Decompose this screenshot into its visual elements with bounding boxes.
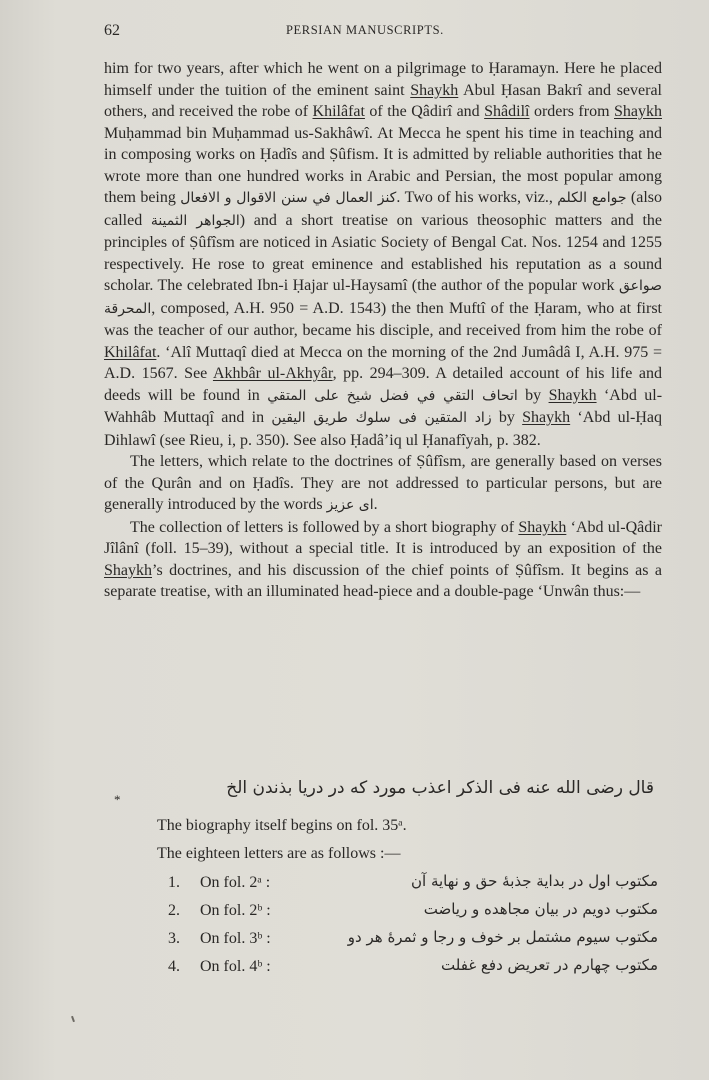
paragraph-collection bbox=[104, 517, 662, 603]
text-run: , composed, A.H. 950 = A.D. 1543) the then Muftî of the Ḥaram, who at first was the teacher of our author, became his disciple, and received from him the robe of bbox=[104, 299, 662, 339]
letter-folio: On fol. 2ᵇ : bbox=[200, 902, 271, 919]
list-item bbox=[168, 872, 658, 900]
arabic-phrase: اى عزيز bbox=[326, 497, 374, 513]
text-run: Shaykh bbox=[614, 103, 662, 120]
text-run: by bbox=[517, 386, 549, 404]
text-run: of the Qâdirî and bbox=[364, 103, 485, 120]
text-run: Shaykh bbox=[522, 409, 571, 426]
letter-folio: On fol. 3ᵇ : bbox=[200, 930, 271, 947]
arabic-title: اتحاف التقي في فضل شيخ على المتقي bbox=[267, 387, 518, 404]
text-run: . bbox=[373, 496, 378, 513]
text-run: Khilâfat bbox=[104, 343, 157, 361]
text-run: ‘Abd ul-Wahhâb Muttaqî and in bbox=[104, 386, 663, 426]
text-run: him for two years, after which he went on a pilgrimage to Ḥaramayn. Here he placed himself under the tuition of the eminent saint bbox=[104, 60, 662, 99]
persian-incipit: قال رضى الله عنه فى الذكر اعذب مورد كه در دريا بذندن الخ bbox=[226, 778, 654, 798]
letter-title: مكتوب سيوم مشتمل بر خوف و رجا و ثمرهٔ هر دو bbox=[347, 928, 658, 946]
paragraph-letters bbox=[104, 451, 662, 517]
arabic-title: الجواهر الثمينة bbox=[150, 212, 240, 229]
running-head: PERSIAN MANUSCRIPTS. bbox=[286, 23, 444, 37]
letter-title: مكتوب اول در بداية جذبهٔ حق و نهاية آن bbox=[411, 872, 658, 890]
text-run: . Two of his works, viz., bbox=[396, 189, 558, 206]
text-run: Akhbâr ul-Akhyâr bbox=[212, 365, 333, 382]
list-item bbox=[168, 900, 658, 928]
text-run: Shâdilî bbox=[484, 103, 530, 120]
list-item bbox=[168, 928, 658, 956]
body-text bbox=[104, 58, 662, 603]
letter-folio: On fol. 2ᵃ : bbox=[200, 874, 271, 891]
page-header bbox=[104, 22, 664, 42]
letter-number: 1. bbox=[168, 874, 180, 891]
list-item bbox=[168, 956, 658, 984]
letters-intro: The eighteen letters are as follows :— bbox=[157, 845, 401, 862]
arabic-title: جوامع الكلم bbox=[557, 190, 627, 206]
text-run: Abul Ḥasan Bakrî and several others, and received the robe of bbox=[104, 81, 662, 120]
text-run: Shaykh bbox=[548, 386, 597, 404]
paper-speck bbox=[71, 1016, 75, 1022]
arabic-title: صواعق المحرقة bbox=[104, 278, 662, 317]
text-run: Muḥammad bin Muḥammad us-Sakhâwî. At Mecca he spent his time in teaching and in composing works on Ḥadîs and Ṣûfism. It is admitted by reliable authorities that he wrote more than one hundred works in Arabic and Persian, the most popular among them being bbox=[104, 124, 662, 206]
text-run: Khilâfat bbox=[312, 103, 365, 120]
text-run: ‘Abd ul-Qâdir Jîlânî (foll. 15–39), without a special title. It is introduced by an exposition of the bbox=[104, 518, 662, 557]
text-run: The collection of letters is followed by a short biography of bbox=[130, 518, 519, 536]
text-run: orders from bbox=[529, 103, 614, 120]
asterisk-mark: * bbox=[114, 792, 121, 807]
letter-number: 4. bbox=[168, 958, 180, 975]
letter-folio: On fol. 4ᵇ : bbox=[200, 958, 271, 975]
text-run: by bbox=[491, 409, 523, 426]
letter-title: مكتوب دويم در بيان مجاهده و رياضت bbox=[423, 900, 658, 918]
arabic-title: كنز العمال في سنن الاقوال و الافعال bbox=[180, 190, 397, 206]
paragraph-biography bbox=[104, 58, 662, 451]
letters-list bbox=[168, 872, 658, 984]
text-run: Shaykh bbox=[518, 518, 567, 536]
text-run: Shaykh bbox=[104, 561, 152, 579]
text-run: ‘Abd ul-Ḥaq Dihlawî (see Rieu, i, p. 350). See also Ḥadâ’iq ul Ḥanafîyah, p. 382. bbox=[104, 409, 663, 449]
text-run: ) and a short treatise on various theosophic matters and the principles of Ṣûfîsm are noticed in Asiatic Society of Bengal Cat. Nos. 1254 and 1255 respectively. He rose to great eminence and established his reputation as a sound scholar. The celebrated Ibn-i Ḥajar ul-Haysamî (the author of the popular work bbox=[104, 211, 662, 294]
arabic-title: زاد المتقين فى سلوك طريق اليقين bbox=[271, 410, 492, 426]
letter-title: مكتوب چهارم در تعريض دفع غفلت bbox=[441, 956, 658, 974]
letter-number: 3. bbox=[168, 930, 180, 947]
text-run: ’s doctrines, and his discussion of the chief points of Ṣûfîsm. It begins as a separate treatise, with an illuminated head-piece and a double-page ‘Unwân thus:— bbox=[104, 561, 662, 600]
text-run: . ‘Alî Muttaqî died at Mecca on the morning of the 2nd Jumâdâ I, A.H. 975 = A.D. 1567. See bbox=[104, 343, 662, 382]
text-run: (also called bbox=[104, 189, 663, 229]
page-number: 62 bbox=[104, 22, 120, 39]
text-run: The letters, which relate to the doctrines of Ṣûfîsm, are generally based on verses of the Qurân and on Ḥadîs. They are not addressed to particular persons, but are generally introduced by the words bbox=[104, 453, 662, 513]
letter-number: 2. bbox=[168, 902, 180, 919]
text-run: Shaykh bbox=[410, 81, 459, 99]
text-run: , pp. 294–309. A detailed account of his life and deeds will be found in bbox=[104, 365, 662, 404]
biography-line: The biography itself begins on fol. 35ᵃ. bbox=[157, 817, 407, 834]
